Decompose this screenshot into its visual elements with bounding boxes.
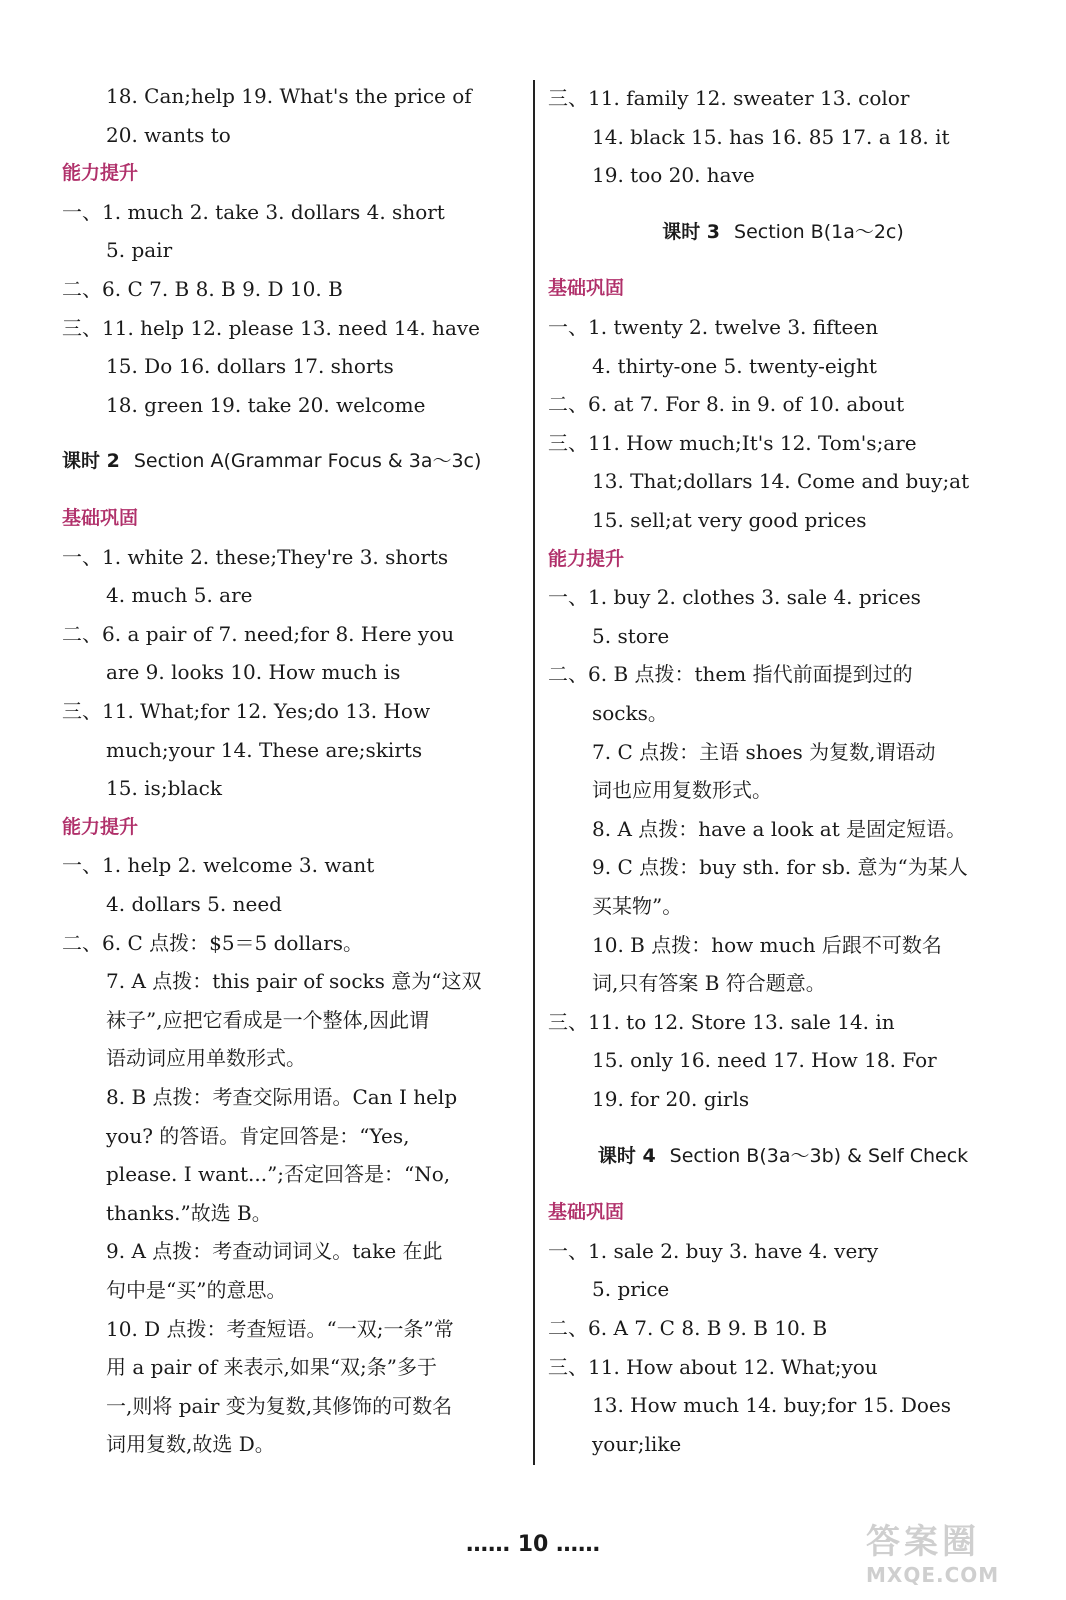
- answer-line: 15. is;black: [106, 776, 223, 801]
- answer-line: much;your 14. These are;skirts: [106, 737, 423, 762]
- watermark-url: MXQE.COM: [866, 1563, 1000, 1587]
- answer-line: thanks.”故选 B。: [106, 1200, 272, 1225]
- answer-line: you? 的答语。肯定回答是：“Yes,: [106, 1123, 410, 1148]
- section-heading: 基础巩固: [548, 277, 625, 300]
- answer-line: 5. price: [592, 1277, 670, 1302]
- answer-line: 18. green 19. take 20. welcome: [106, 392, 426, 417]
- answer-line: 一、1. help 2. welcome 3. want: [62, 853, 375, 878]
- answer-line: 5. store: [592, 623, 670, 648]
- answer-line: 15. Do 16. dollars 17. shorts: [106, 354, 394, 379]
- answer-line: 9. A 点拨：考查动词词义。take 在此: [106, 1239, 443, 1264]
- answer-line: 8. A 点拨：have a look at 是固定短语。: [592, 816, 967, 841]
- answer-line: 词,只有答案 B 符合题意。: [592, 971, 826, 996]
- answer-line: 三、11. How much;It's 12. Tom's;are: [548, 430, 917, 455]
- lesson-label: 课时 2: [62, 450, 120, 473]
- answer-line: 二、6. C 点拨：$5＝5 dollars。: [62, 930, 364, 955]
- answer-line: 8. B 点拨：考查交际用语。Can I help: [106, 1085, 458, 1109]
- section-heading: 基础巩固: [548, 1201, 625, 1224]
- lesson-heading: [62, 447, 481, 475]
- answer-line: 三、11. family 12. sweater 13. color: [548, 86, 910, 110]
- answer-line: 一,则将 pair 变为复数,其修饰的可数名: [106, 1393, 453, 1418]
- page-number: …… 10 ……: [466, 1532, 600, 1557]
- answer-line: 一、1. buy 2. clothes 3. sale 4. prices: [548, 585, 921, 610]
- answer-line: are 9. looks 10. How much is: [106, 660, 401, 685]
- answer-line: 二、6. at 7. For 8. in 9. of 10. about: [548, 392, 905, 417]
- answer-line: 句中是“买”的意思。: [106, 1278, 287, 1302]
- lesson-heading: [548, 1142, 1018, 1170]
- answer-line: 13. That;dollars 14. Come and buy;at: [592, 469, 970, 494]
- answer-line: 4. much 5. are: [106, 583, 253, 608]
- watermark-logo: 答案圈: [866, 1522, 980, 1562]
- lesson-title: Section B(1a～2c): [734, 220, 904, 243]
- answer-line: 14. black 15. has 16. 85 17. a 18. it: [592, 124, 950, 149]
- answer-line: 词也应用复数形式。: [592, 778, 772, 803]
- column-divider: [533, 80, 535, 1465]
- answer-line: 二、6. A 7. C 8. B 9. B 10. B: [548, 1316, 828, 1340]
- answer-line: 15. only 16. need 17. How 18. For: [592, 1048, 937, 1073]
- answer-line: 买某物”。: [592, 894, 683, 918]
- answer-line: 词用复数,故选 D。: [106, 1432, 275, 1457]
- answer-line: 4. thirty-one 5. twenty-eight: [592, 353, 877, 378]
- section-heading: 能力提升: [62, 815, 139, 838]
- answer-line: 三、11. How about 12. What;you: [548, 1354, 878, 1379]
- lesson-label: 课时 4: [597, 1144, 656, 1167]
- section-heading: 能力提升: [548, 547, 625, 570]
- answer-line: 三、11. What;for 12. Yes;do 13. How: [62, 699, 431, 723]
- answer-line: socks。: [592, 701, 668, 725]
- answer-line: 19. too 20. have: [592, 163, 755, 188]
- answer-line: 20. wants to: [106, 122, 231, 147]
- lesson-title: Section B(3a～3b) & Self Check: [669, 1144, 969, 1167]
- answer-line: 三、11. help 12. please 13. need 14. have: [62, 315, 480, 340]
- answer-line: 用 a pair of 来表示,如果“双;条”多于: [106, 1355, 438, 1380]
- watermark: [866, 1514, 1046, 1586]
- section-heading: 能力提升: [62, 162, 139, 185]
- answer-line: 一、1. sale 2. buy 3. have 4. very: [548, 1238, 879, 1263]
- answer-line: 9. C 点拨：buy sth. for sb. 意为“为某人: [592, 855, 968, 880]
- lesson-title: Section A(Grammar Focus & 3a～3c): [133, 450, 482, 473]
- answer-line: 13. How much 14. buy;for 15. Does: [592, 1393, 951, 1418]
- answer-line: 语动词应用单数形式。: [106, 1046, 306, 1071]
- answer-line: 7. A 点拨：this pair of socks 意为“这双: [106, 969, 482, 994]
- answer-line: 一、1. much 2. take 3. dollars 4. short: [62, 199, 445, 224]
- answer-line: 三、11. to 12. Store 13. sale 14. in: [548, 1009, 895, 1034]
- answer-line: 一、1. twenty 2. twelve 3. fifteen: [548, 315, 879, 339]
- answer-line: 18. Can;help 19. What's the price of: [106, 84, 472, 108]
- answer-line: 10. D 点拨：考查短语。“一双;一条”常: [106, 1316, 454, 1341]
- answer-line: 7. C 点拨：主语 shoes 为复数,谓语动: [592, 739, 936, 764]
- answer-line: 5. pair: [106, 238, 173, 263]
- lesson-heading: [548, 218, 1018, 246]
- answer-line: 二、6. a pair of 7. need;for 8. Here you: [62, 621, 455, 646]
- answer-line: 10. B 点拨：how much 后跟不可数名: [592, 932, 942, 957]
- answer-line: 4. dollars 5. need: [106, 892, 282, 916]
- answer-line: please. I want...”;否定回答是：“No,: [106, 1162, 451, 1187]
- answer-line: 二、6. C 7. B 8. B 9. D 10. B: [62, 277, 343, 301]
- answer-line: 一、1. white 2. these;They're 3. shorts: [62, 544, 449, 569]
- answer-line: 袜子”,应把它看成是一个整体,因此谓: [106, 1007, 429, 1032]
- answer-line: your;like: [592, 1431, 682, 1456]
- section-heading: 基础巩固: [62, 507, 139, 529]
- lesson-label: 课时 3: [662, 220, 721, 243]
- answer-line: 19. for 20. girls: [592, 1087, 750, 1111]
- answer-line: 15. sell;at very good prices: [592, 508, 867, 532]
- answer-line: 二、6. B 点拨：them 指代前面提到过的: [548, 662, 913, 687]
